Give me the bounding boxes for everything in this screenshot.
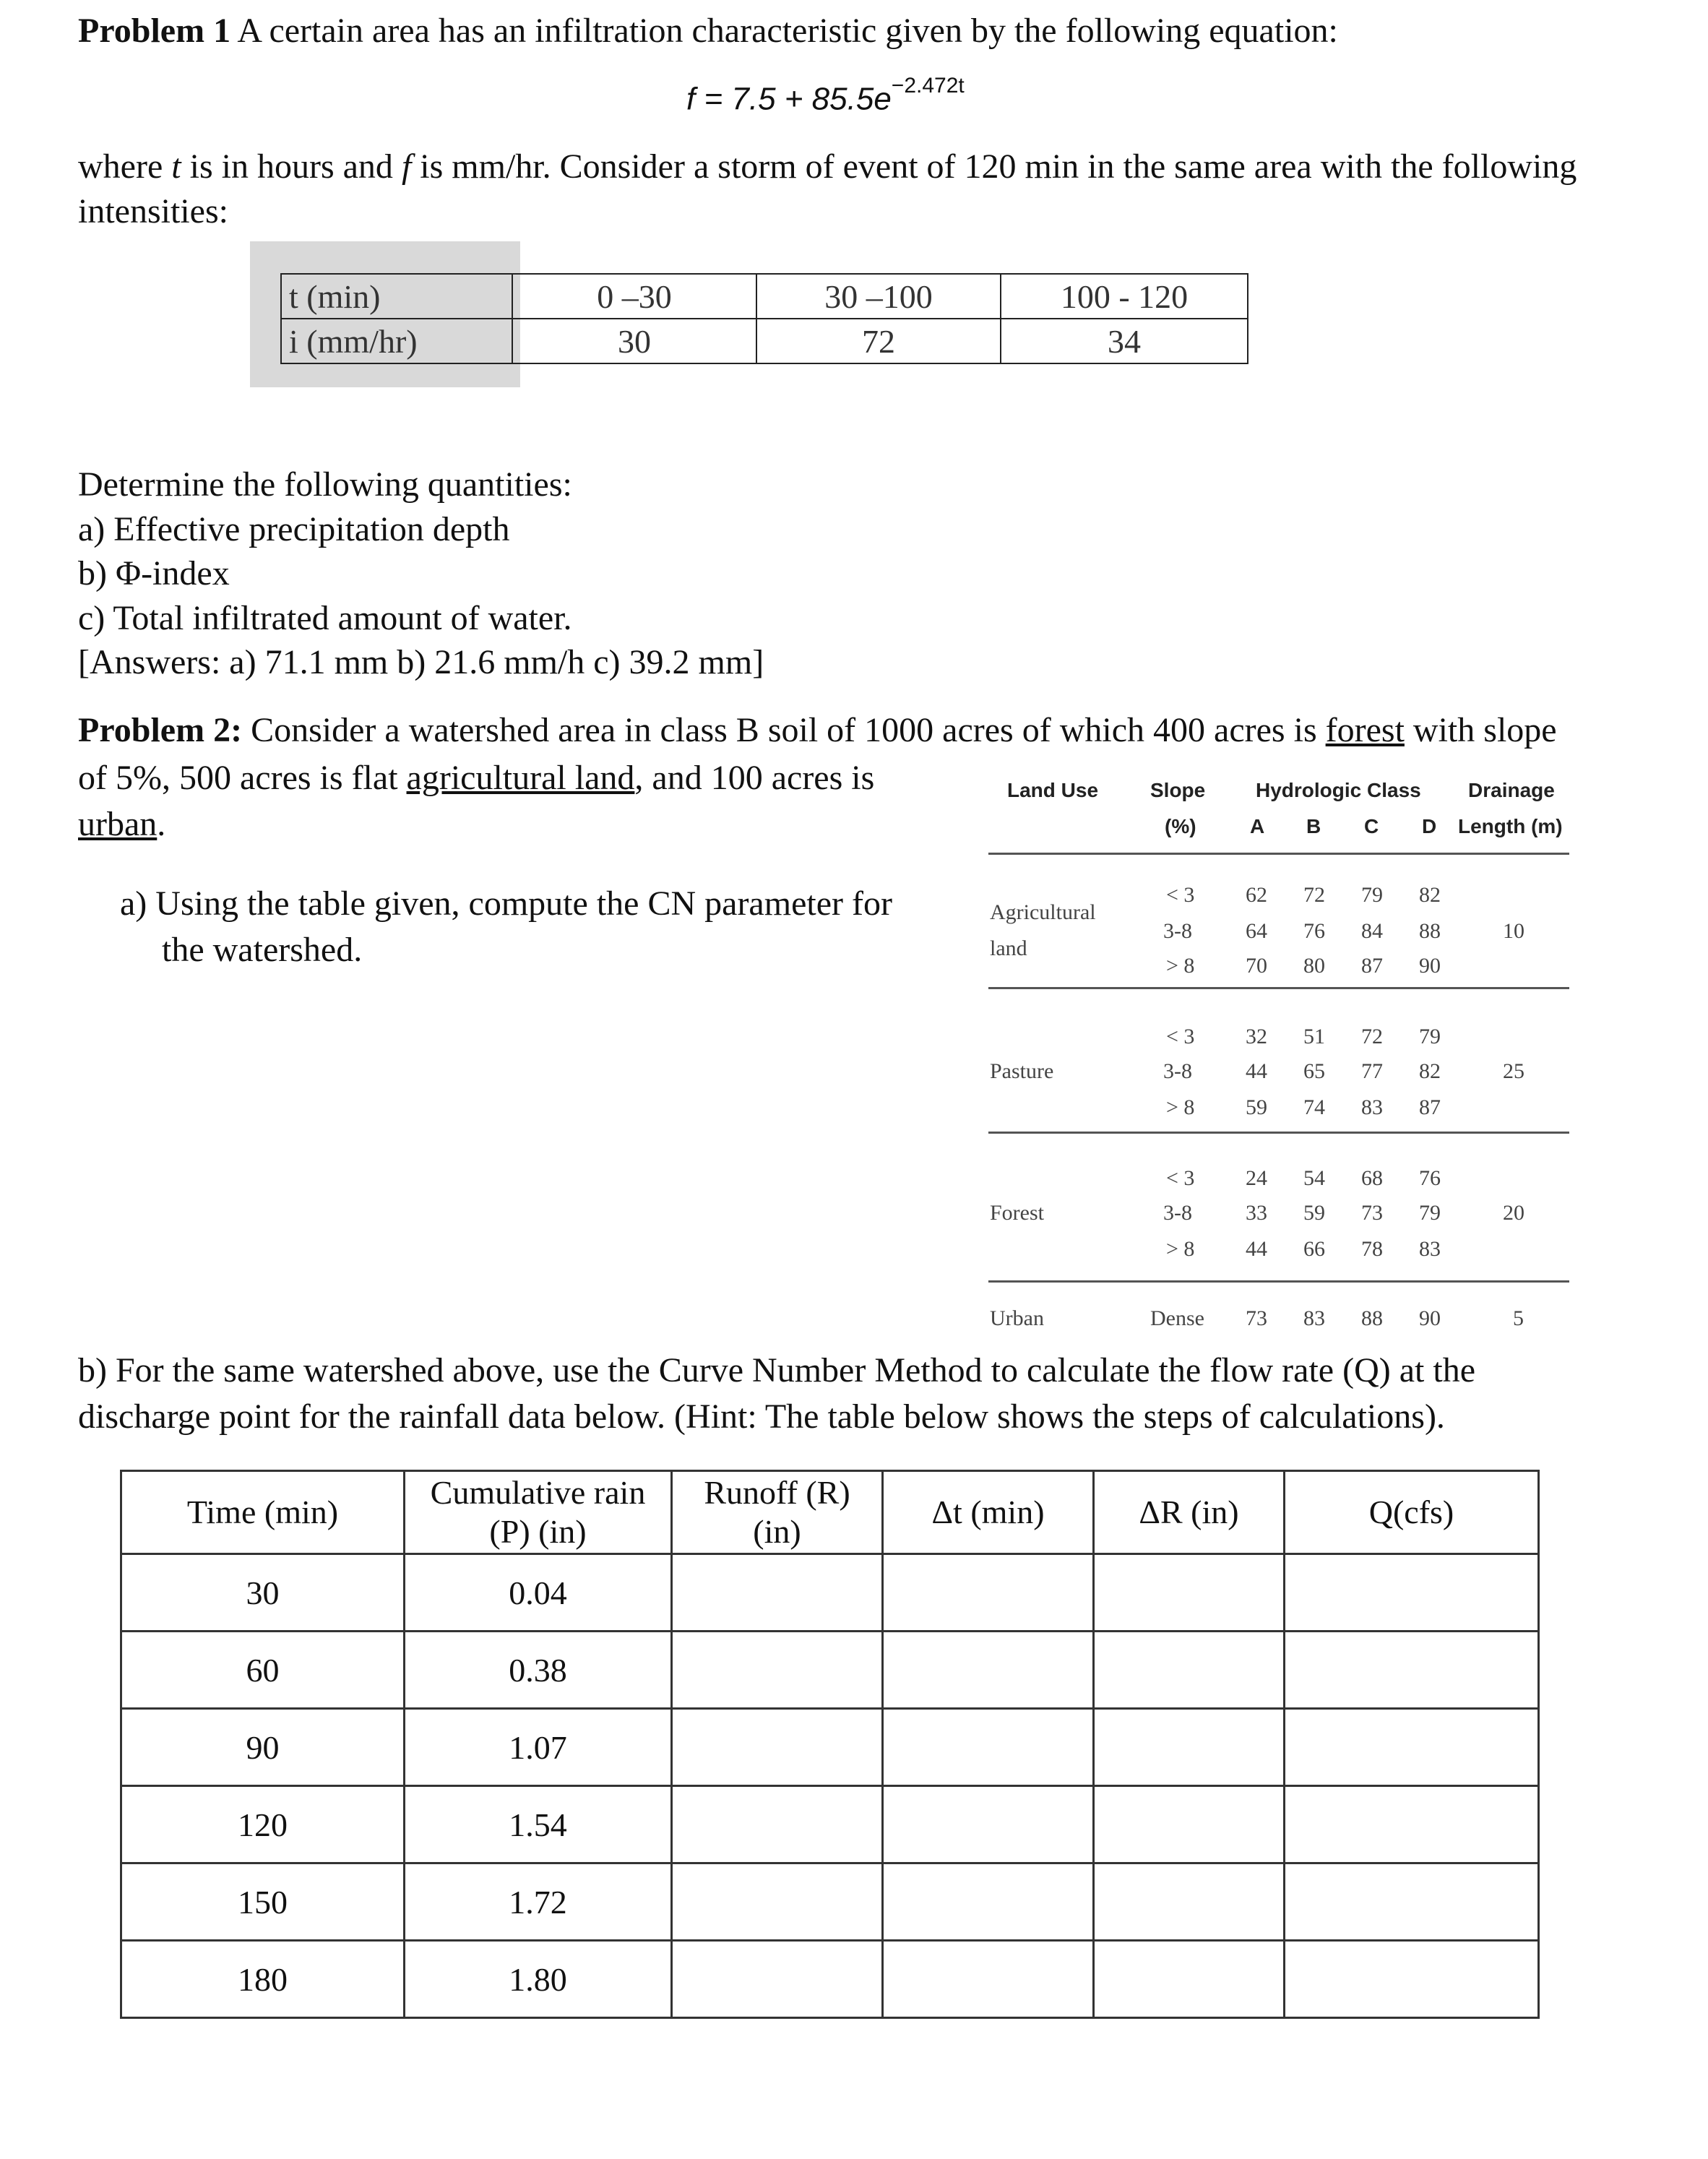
problem2-line3 [78,802,165,847]
cn-slope: 3-8 [1163,1059,1192,1083]
where-f: f [401,147,412,186]
empty-cell[interactable] [1094,1632,1285,1709]
cn-length: 5 [1513,1306,1524,1330]
cn-header-class-a: A [1250,815,1265,837]
problem1-where-line1 [78,145,1577,189]
cn-value: 83 [1303,1306,1325,1330]
cn-value: 88 [1419,919,1441,943]
header-q: Q(cfs) [1285,1471,1539,1554]
time-cell: 90 [121,1709,405,1786]
table-row [121,1786,1539,1863]
empty-cell[interactable] [883,1632,1094,1709]
empty-cell[interactable] [1285,1554,1539,1632]
cn-value: 66 [1303,1237,1325,1261]
cn-header-land-use: Land Use [1007,779,1099,801]
cn-forest-name: Forest [990,1201,1044,1225]
intensity-table-row-intensity [281,319,1248,363]
problem2-text1a: Consider a watershed area in class B soil of 1000 acres of which 400 acres is [242,711,1326,749]
cn-agri-name-1: Agricultural [990,900,1096,924]
cn-value: 44 [1246,1059,1267,1083]
problem1-label: Problem 1 [78,12,231,50]
calc-table [120,1470,1540,2019]
empty-cell[interactable] [883,1709,1094,1786]
cn-slope: < 3 [1166,883,1195,907]
cn-value: 68 [1361,1166,1383,1190]
intensity-cell: 34 [1001,319,1248,363]
where-t: t [171,147,181,186]
cn-value: 79 [1419,1201,1441,1225]
cn-value: 65 [1303,1059,1325,1083]
period-cell: 100 - 120 [1001,274,1248,319]
where-text-c: is mm/hr. Consider a storm of event of 120 min in the same area with the following [411,147,1577,186]
cn-value: 64 [1246,919,1267,943]
table-row [121,1709,1539,1786]
intensity-table [280,273,1248,364]
table-row [121,1632,1539,1709]
rain-cell: 0.38 [405,1632,672,1709]
cn-value: 59 [1303,1201,1325,1225]
header-cum-rain-2: (P) (in) [489,1513,587,1550]
cn-slope: < 3 [1166,1025,1195,1048]
cn-slope: > 8 [1166,1237,1195,1261]
cn-value: 44 [1246,1237,1267,1261]
cn-header-class-d: D [1422,815,1437,837]
cn-rule [988,1280,1569,1283]
header-cumulative-rain [405,1471,672,1554]
cn-length: 10 [1503,919,1524,943]
cn-slope: 3-8 [1163,919,1192,943]
urban-underlined: urban [78,805,158,843]
intensity-cell: 30 [512,319,756,363]
cn-header-hydro-class: Hydrologic Class [1256,779,1421,801]
empty-cell[interactable] [1285,1941,1539,2018]
equation-main: f = 7.5 + 85.5e [686,81,892,117]
table-row [121,1863,1539,1941]
determine-heading: Determine the following quantities: [78,465,572,504]
cn-pasture-name: Pasture [990,1059,1054,1083]
empty-cell[interactable] [672,1554,883,1632]
cn-value: 82 [1419,883,1441,907]
question-b: b) Φ-index [78,554,230,592]
problem1-where-line2: intensities: [78,192,228,230]
cn-value: 59 [1246,1095,1267,1119]
empty-cell[interactable] [1285,1786,1539,1863]
table-row [121,1941,1539,2018]
cn-value: 73 [1361,1201,1383,1225]
cn-value: 82 [1419,1059,1441,1083]
cn-value: 74 [1303,1095,1325,1119]
cn-header-slope-unit: (%) [1165,815,1196,837]
time-cell: 30 [121,1554,405,1632]
cn-value: 83 [1361,1095,1383,1119]
cn-value: 79 [1361,883,1383,907]
empty-cell[interactable] [1285,1863,1539,1941]
problem2-line2 [78,756,874,801]
empty-cell[interactable] [672,1863,883,1941]
time-cell: 150 [121,1863,405,1941]
cn-value: 62 [1246,883,1267,907]
empty-cell[interactable] [1094,1709,1285,1786]
problem2-text1b: with slope [1404,711,1557,749]
empty-cell[interactable] [1094,1786,1285,1863]
header-delta-t: Δt (min) [883,1471,1094,1554]
cn-value: 90 [1419,954,1441,978]
cn-slope: < 3 [1166,1166,1195,1190]
empty-cell[interactable] [883,1554,1094,1632]
empty-cell[interactable] [1285,1709,1539,1786]
answers-line: [Answers: a) 71.1 mm b) 21.6 mm/h c) 39.2 mm] [78,643,764,681]
period-cell: 30 –100 [756,274,1001,319]
intensity-table-row-time [281,274,1248,319]
part-b-line1: b) For the same watershed above, use the Curve Number Method to calculate the flow rate (Q) at the [78,1351,1475,1389]
header-delta-r: ΔR (in) [1094,1471,1285,1554]
cn-slope: > 8 [1166,1095,1195,1119]
problem1-intro-line [78,9,1338,53]
time-cell: 60 [121,1632,405,1709]
cn-value: 33 [1246,1201,1267,1225]
period: . [157,805,166,843]
problem1-intro: A certain area has an infiltration characteristic given by the following equation: [230,12,1338,50]
cn-header-class-c: C [1364,815,1379,837]
cn-length: 20 [1503,1201,1524,1225]
cn-value: 54 [1303,1166,1325,1190]
header-time: Time (min) [121,1471,405,1554]
cn-value: 51 [1303,1025,1325,1048]
part-a-line2: the watershed. [162,931,363,969]
period-cell: 0 –30 [512,274,756,319]
cn-header-class-b: B [1306,815,1321,837]
cn-rule [988,1132,1569,1134]
cn-value: 72 [1303,883,1325,907]
cn-urban-slope: Dense [1150,1306,1204,1330]
where-text-a: where [78,147,172,186]
rain-cell: 1.07 [405,1709,672,1786]
header-runoff-1: Runoff (R) [704,1474,850,1511]
problem2-label: Problem 2: [78,711,243,749]
cn-header-length: Length (m) [1458,815,1563,837]
empty-cell[interactable] [672,1941,883,2018]
empty-cell[interactable] [672,1632,883,1709]
cn-value: 80 [1303,954,1325,978]
cn-value: 87 [1419,1095,1441,1119]
infiltration-equation [686,74,965,118]
cn-slope: > 8 [1166,954,1195,978]
cn-value: 24 [1246,1166,1267,1190]
empty-cell[interactable] [1094,1554,1285,1632]
cn-length: 25 [1503,1059,1524,1083]
intensity-cell: 72 [756,319,1001,363]
where-text-b: is in hours and [181,147,402,186]
cn-value: 70 [1246,954,1267,978]
header-runoff-2: (in) [753,1513,801,1550]
problem2-text2b: , and 100 acres is [634,759,875,797]
cn-rule [988,853,1569,855]
cn-value: 87 [1361,954,1383,978]
empty-cell[interactable] [883,1941,1094,2018]
empty-cell[interactable] [1094,1863,1285,1941]
equation-exponent: −2.472t [891,74,965,98]
cn-value: 76 [1303,919,1325,943]
question-c: c) Total infiltrated amount of water. [78,599,572,637]
cn-value: 83 [1419,1237,1441,1261]
empty-cell[interactable] [672,1786,883,1863]
cn-value: 72 [1361,1025,1383,1048]
cn-value: 77 [1361,1059,1383,1083]
agricultural-underlined: agricultural land [406,759,635,797]
rain-cell: 1.72 [405,1863,672,1941]
problem2-line1 [78,708,1557,753]
cn-value: 90 [1419,1306,1441,1330]
rain-cell: 1.80 [405,1941,672,2018]
cn-value: 32 [1246,1025,1267,1048]
part-a-line1: a) Using the table given, compute the CN parameter for [120,884,892,923]
rain-cell: 1.54 [405,1786,672,1863]
table-row [121,1554,1539,1632]
cn-header-drainage: Drainage [1468,779,1555,801]
intensity-row1-label: t (min) [281,274,512,319]
empty-cell[interactable] [1094,1941,1285,2018]
empty-cell[interactable] [1285,1632,1539,1709]
cn-value: 76 [1419,1166,1441,1190]
cn-agri-name-2: land [990,936,1027,960]
empty-cell[interactable] [883,1786,1094,1863]
cn-value: 78 [1361,1237,1383,1261]
problem2-text2a: of 5%, 500 acres is flat [78,759,407,797]
part-b-line2: discharge point for the rainfall data below. (Hint: The table below shows the steps of calculations). [78,1397,1445,1436]
cn-urban-name: Urban [990,1306,1044,1330]
cn-value: 79 [1419,1025,1441,1048]
calc-table-header [121,1471,1539,1554]
empty-cell[interactable] [883,1863,1094,1941]
cn-header-slope: Slope [1150,779,1206,801]
question-a: a) Effective precipitation depth [78,510,510,548]
empty-cell[interactable] [672,1709,883,1786]
cn-value: 73 [1246,1306,1267,1330]
cn-value: 84 [1361,919,1383,943]
header-runoff [672,1471,883,1554]
cn-slope: 3-8 [1163,1201,1192,1225]
cn-rule [988,987,1569,989]
time-cell: 180 [121,1941,405,2018]
time-cell: 120 [121,1786,405,1863]
header-cum-rain-1: Cumulative rain [430,1474,646,1511]
cn-value: 88 [1361,1306,1383,1330]
rain-cell: 0.04 [405,1554,672,1632]
intensity-row2-label: i (mm/hr) [281,319,512,363]
forest-underlined: forest [1325,711,1405,749]
